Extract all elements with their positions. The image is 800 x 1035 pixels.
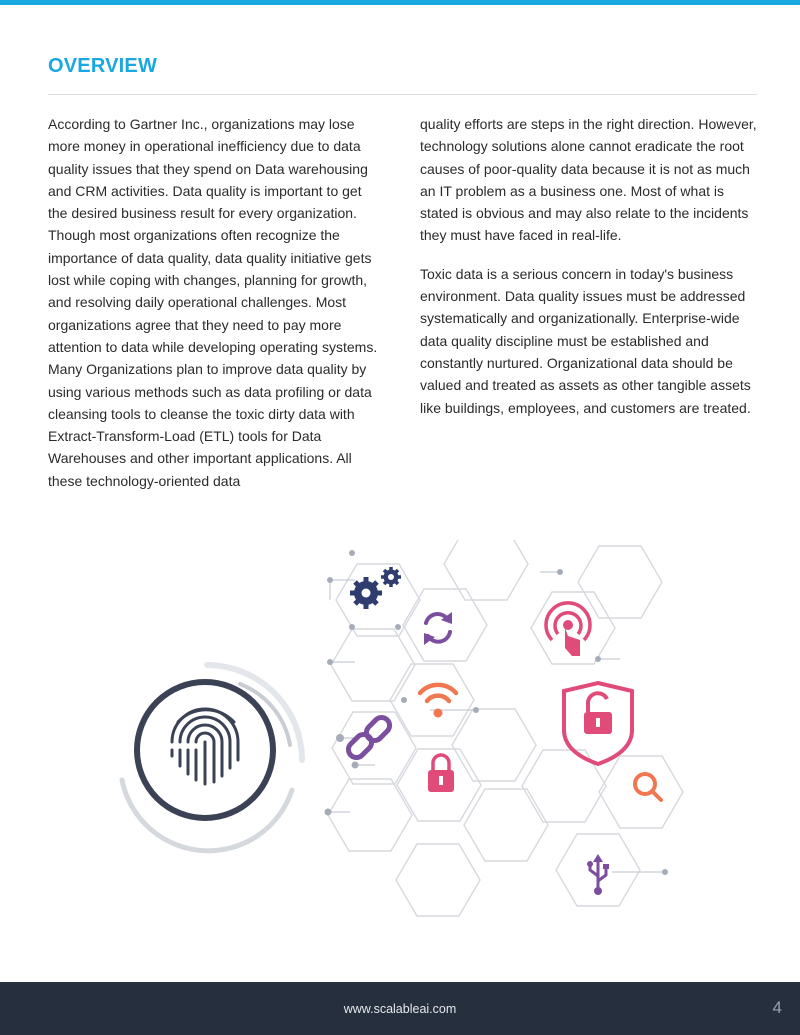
title-divider	[48, 94, 757, 95]
padlock-icon	[428, 755, 454, 792]
left-column	[48, 113, 378, 508]
top-accent-bar	[0, 0, 800, 5]
security-hexagon-illustration	[100, 540, 700, 940]
magnifier-icon	[635, 774, 661, 800]
unlocked-shield-icon	[564, 683, 632, 764]
paragraph: According to Gartner Inc., organizations may lose more money in operational inefficiency due to data quality issues that they spend on Data warehousing and CRM activities. Data quality is important to get the desired business result for every organization. Though most organizations often recognize the importance of data quality, data quality initiative gets lost while coping with changes, planning for growth, and resolving daily operational challenges. Most organizations agree that they need to pay more attention to data while developing operating systems. Many Organizations plan to improve data quality by using various methods such as data profiling or data cleansing tools to cleanse the toxic dirty data with Extract-Transform-Load (ETL) tools for Data Warehouses and other important applications. All these technology-oriented data	[48, 116, 378, 489]
paragraph: quality efforts are steps in the right direction. However, technology solutions alone cannot eradicate the root causes of poor-quality data because it is not as much an IT problem as a business one. Most of what is stated is obvious and may also relate to the incidents they must have faced in real-life.	[420, 116, 757, 244]
touch-icon	[546, 603, 590, 656]
wifi-icon	[420, 685, 456, 718]
footer-website-link[interactable]: www.scalableai.com	[343, 1002, 457, 1016]
fingerprint-icon	[122, 665, 302, 851]
paragraph: Toxic data is a serious concern in today's business environment. Data quality issues must be addressed systematically and organizationally. Enterprise-wide data quality discipline must be established and constantly nurtured. Organizational data should be valued and treated as assets as other tangible assets like buildings, employees, and customers are treated.	[420, 265, 751, 416]
page-number: 4	[772, 998, 782, 1017]
section-title: OVERVIEW	[48, 55, 158, 77]
usb-icon	[587, 854, 609, 895]
footer	[0, 982, 800, 1035]
refresh-icon	[424, 612, 452, 645]
connector-lines	[328, 572, 665, 872]
gears-icon	[350, 567, 401, 609]
hexagon-grid	[328, 540, 683, 916]
right-column	[420, 113, 760, 435]
